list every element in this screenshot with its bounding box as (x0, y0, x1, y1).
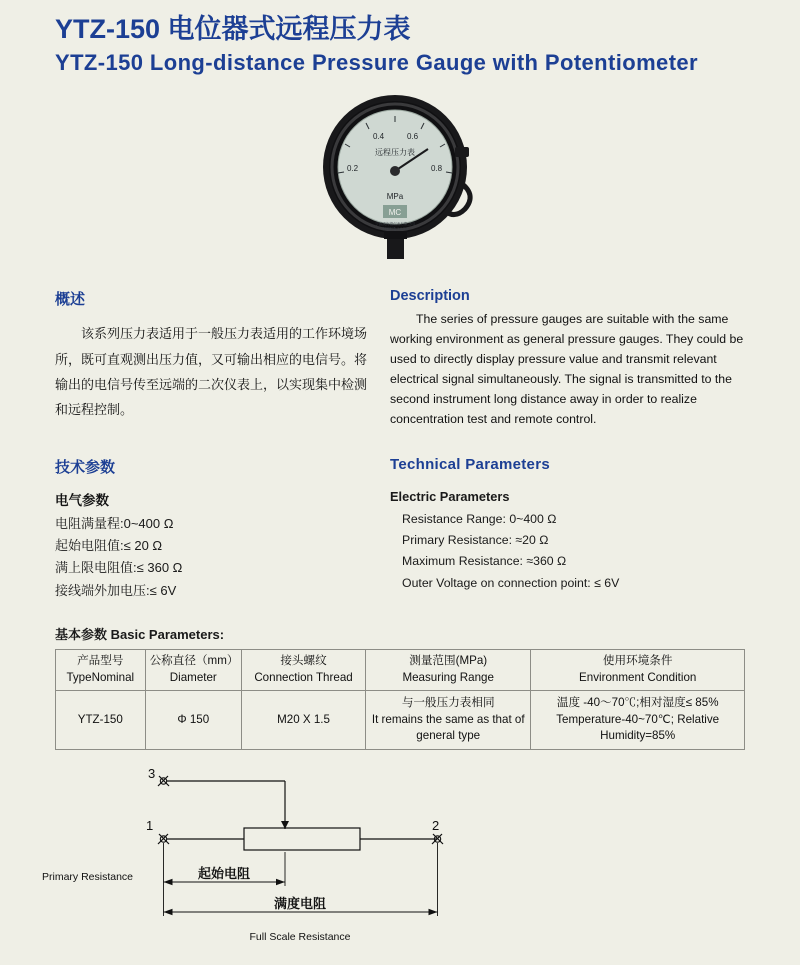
overview-body-cn: 该系列压力表适用于一般压力表适用的工作环境场所，既可直观测出压力值，又可输出相应的电信号。将输出的电信号传至远端的二次仪表上，以实现集中检测和远程控制。 (55, 326, 368, 418)
electric-param-cn-1: 起始电阻值:≤ 20 Ω (55, 538, 163, 553)
technical-heading-cn: 技术参数 (55, 458, 116, 476)
cell-range (366, 691, 531, 750)
technical-heading-en: Technical Parameters (390, 455, 550, 473)
column-header-environment-en: Environment Condition (579, 671, 697, 685)
svg-text:0.6: 0.6 (407, 132, 419, 142)
terminal-label-3: 3 (148, 766, 156, 782)
column-header-type-cn: 产品型号 (77, 654, 124, 668)
electric-parameters-heading-en: Electric Parameters (390, 488, 510, 504)
column-header-range-cn: 测量范围(MPa) (409, 654, 488, 668)
electric-param-cn-2: 满上限电阻值:≤ 360 Ω (55, 560, 183, 576)
electric-param-en-0: Resistance Range: 0~400 Ω (402, 511, 557, 526)
column-header-thread-cn: 接头螺纹 (280, 654, 327, 668)
table-header (56, 650, 745, 691)
svg-text:0.4: 0.4 (373, 132, 385, 142)
svg-text:中国制造 1 6 5 0: 中国制造 1 6 5 0 (381, 227, 409, 232)
column-header-environment (531, 650, 745, 691)
cell-environment-cn: 温度 -40～70℃;相对湿度≤ 85% (556, 695, 719, 709)
electric-param-en-2: Maximum Resistance: ≈360 Ω (402, 554, 567, 569)
column-header-diameter-en: Diameter (169, 671, 217, 685)
technical-parameters-section (55, 456, 745, 602)
electric-param-cn-3: 接线端外加电压:≤ 6V (55, 582, 177, 598)
electric-param-en-3: Outer Voltage on connection point: ≤ 6V (402, 575, 620, 590)
overview-heading-cn: 概述 (55, 291, 86, 309)
overview-section (55, 288, 745, 429)
cell-thread: M20 X 1.5 (242, 691, 366, 750)
overview-cn-column (55, 288, 390, 429)
product-photo (55, 87, 745, 272)
page-title-en: YTZ-150 Long-distance Pressure Gauge with Potentiometer (55, 50, 699, 76)
column-header-range (366, 650, 531, 691)
wiring-diagram-svg (42, 764, 660, 959)
label-primary-resistance-en: Primary Resistance (42, 871, 134, 884)
technical-cn-column (55, 456, 390, 602)
column-header-environment-cn: 使用环境条件 (602, 654, 673, 668)
pressure-gauge-illustration (295, 87, 505, 272)
svg-text:远程压力表: 远程压力表 (375, 148, 415, 158)
column-header-diameter (145, 650, 241, 691)
column-header-range-en: Measuring Range (402, 671, 494, 685)
column-header-diameter-cn: 公称直径（mm） (149, 654, 239, 668)
table-body (56, 691, 745, 750)
cell-environment-en: Temperature-40~70℃; Relative Humidity=85% (556, 712, 720, 743)
overview-body-en: The series of pressure gauges are suitable with the same working environment as general pressure gauges. They could be used to directly display pressure value and transmit relevant electrical signal simultaneously. The signal is transmitted to the second instrument long distance away in order to realize concentration test and remote control. (390, 312, 744, 426)
cell-type: YTZ-150 (56, 691, 146, 750)
potentiometer-wiring-diagram (42, 764, 745, 959)
cell-environment (531, 691, 745, 750)
terminal-label-2: 2 (432, 818, 440, 834)
column-header-thread (242, 650, 366, 691)
svg-text:0.8: 0.8 (431, 164, 443, 174)
overview-heading-en: Description (390, 288, 470, 305)
electric-param-cn-0: 电阻满量程:0~400 Ω (55, 515, 174, 531)
svg-text:MPa: MPa (386, 192, 404, 202)
technical-en-column (390, 456, 745, 602)
column-header-type-en: TypeNominal (66, 671, 135, 685)
label-full-scale-resistance-cn: 满度电阻 (273, 896, 327, 912)
terminal-label-1: 1 (146, 818, 154, 834)
table-header-row (56, 650, 745, 691)
basic-parameters-table (55, 649, 745, 750)
label-primary-resistance-cn: 起始电阻 (197, 866, 251, 882)
table-row (56, 691, 745, 750)
column-header-type (56, 650, 146, 691)
overview-en-column (390, 288, 745, 429)
page-title-cn: YTZ-150 电位器式远程压力表 (55, 14, 411, 44)
svg-text:0.2: 0.2 (347, 164, 359, 174)
electric-param-en-1: Primary Resistance: ≈20 Ω (402, 533, 549, 548)
cell-range-en: It remains the same as that of general type (371, 712, 525, 743)
basic-parameters-title: 基本参数 Basic Parameters: (55, 627, 225, 643)
svg-text:MC: MC (388, 208, 402, 218)
cell-diameter: Φ 150 (145, 691, 241, 750)
column-header-thread-en: Connection Thread (254, 671, 353, 685)
cell-range-cn: 与一般压力表相同 (401, 695, 495, 709)
electric-parameters-heading-cn: 电气参数 (55, 492, 109, 508)
svg-text:宁波威海德仪表有限公司: 宁波威海德仪表有限公司 (375, 222, 415, 227)
label-full-scale-resistance-en: Full Scale Resistance (249, 931, 351, 944)
